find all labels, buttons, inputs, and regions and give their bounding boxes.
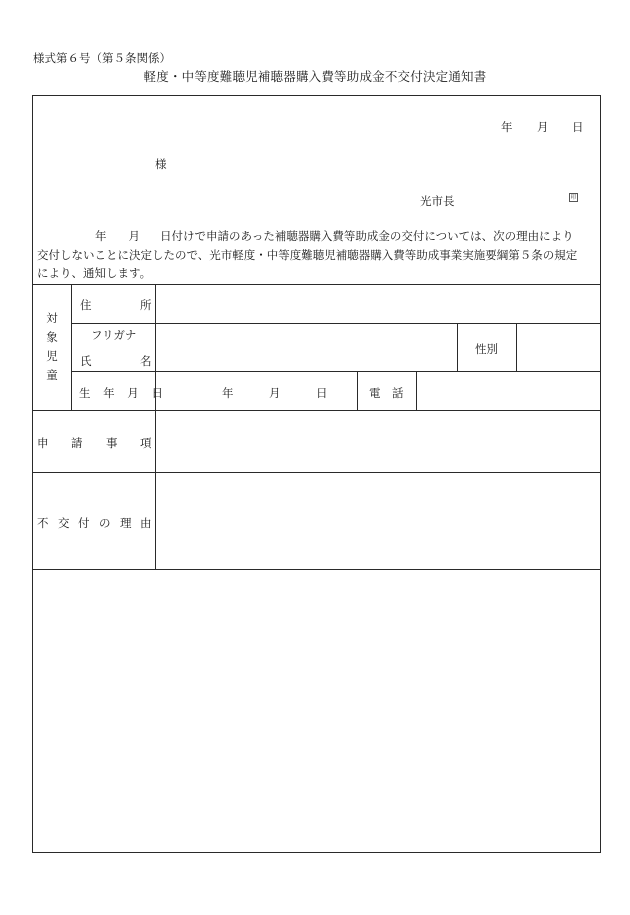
reason-row-bottom: [32, 569, 601, 570]
body-line-2: 交付しないことに決定したので、光市軽度・中等度難聴児補聴器購入費等助成事業実施要綱第５条の規定: [37, 247, 578, 262]
reason-label-char-1: 不: [37, 516, 49, 530]
gender-value-left-divider: [516, 323, 517, 371]
group-label-divider: [71, 284, 72, 410]
notice-body: [37, 227, 599, 283]
application-label-char-2: 請: [71, 436, 83, 450]
label-column-divider: [155, 284, 156, 569]
body-year: 年: [95, 229, 107, 243]
address-row-bottom: [71, 323, 601, 324]
document-title: 軽度・中等度難聴児補聴器購入費等助成金不交付決定通知書: [143, 69, 487, 84]
name-label-first: 氏: [80, 354, 92, 368]
birth-month-label: 月: [269, 386, 281, 400]
phone-label: 電 話: [369, 386, 404, 400]
issuer-name: 光市長: [420, 194, 455, 208]
name-row-bottom: [71, 371, 601, 372]
date-year-label: 年: [501, 120, 513, 134]
phone-label-left-divider: [357, 371, 358, 410]
name-label-second: 名: [140, 354, 152, 368]
target-child-label: [45, 309, 59, 385]
address-label-first: 住: [80, 298, 92, 312]
application-row-bottom: [32, 472, 601, 473]
birth-year-label: 年: [222, 386, 234, 400]
form-number: 様式第６号（第５条関係）: [33, 51, 171, 65]
form-frame: [32, 95, 601, 853]
reason-label-char-4: の: [99, 516, 111, 530]
body-month: 月: [128, 229, 140, 243]
application-label-char-4: 項: [140, 436, 152, 450]
target-child-char-3: 児: [46, 349, 58, 363]
application-label-char-3: 事: [106, 436, 118, 450]
reason-label-char-5: 理: [120, 516, 132, 530]
reason-label-char-3: 付: [78, 516, 90, 530]
date-month-label: 月: [537, 120, 549, 134]
birthdate-label: 生 年 月 日: [79, 386, 168, 400]
table-top-border: [32, 284, 601, 285]
body-line-3: により、通知します。: [37, 266, 152, 280]
target-child-char-1: 対: [46, 311, 58, 325]
target-child-char-4: 童: [46, 368, 58, 382]
target-child-char-2: 象: [46, 330, 58, 344]
body-line-1-text: 日付けで申請のあった補聴器購入費等助成金の交付については、次の理由により: [160, 229, 574, 243]
date-day-label: 日: [572, 120, 584, 134]
child-section-bottom: [32, 410, 601, 411]
furigana-label: フリガナ: [91, 328, 137, 342]
gender-label-left-divider: [457, 323, 458, 371]
body-line-1: [37, 227, 599, 246]
application-label-char-1: 申: [37, 436, 49, 450]
birth-day-label: 日: [316, 386, 328, 400]
addressee-honorific: 様: [155, 157, 167, 171]
phone-value-left-divider: [416, 371, 417, 410]
seal-mark: 印: [570, 194, 577, 201]
address-label-second: 所: [140, 298, 152, 312]
reason-label-char-2: 交: [58, 516, 70, 530]
seal-icon: [569, 193, 578, 202]
reason-label-char-6: 由: [140, 516, 152, 530]
gender-label: 性別: [475, 342, 498, 356]
